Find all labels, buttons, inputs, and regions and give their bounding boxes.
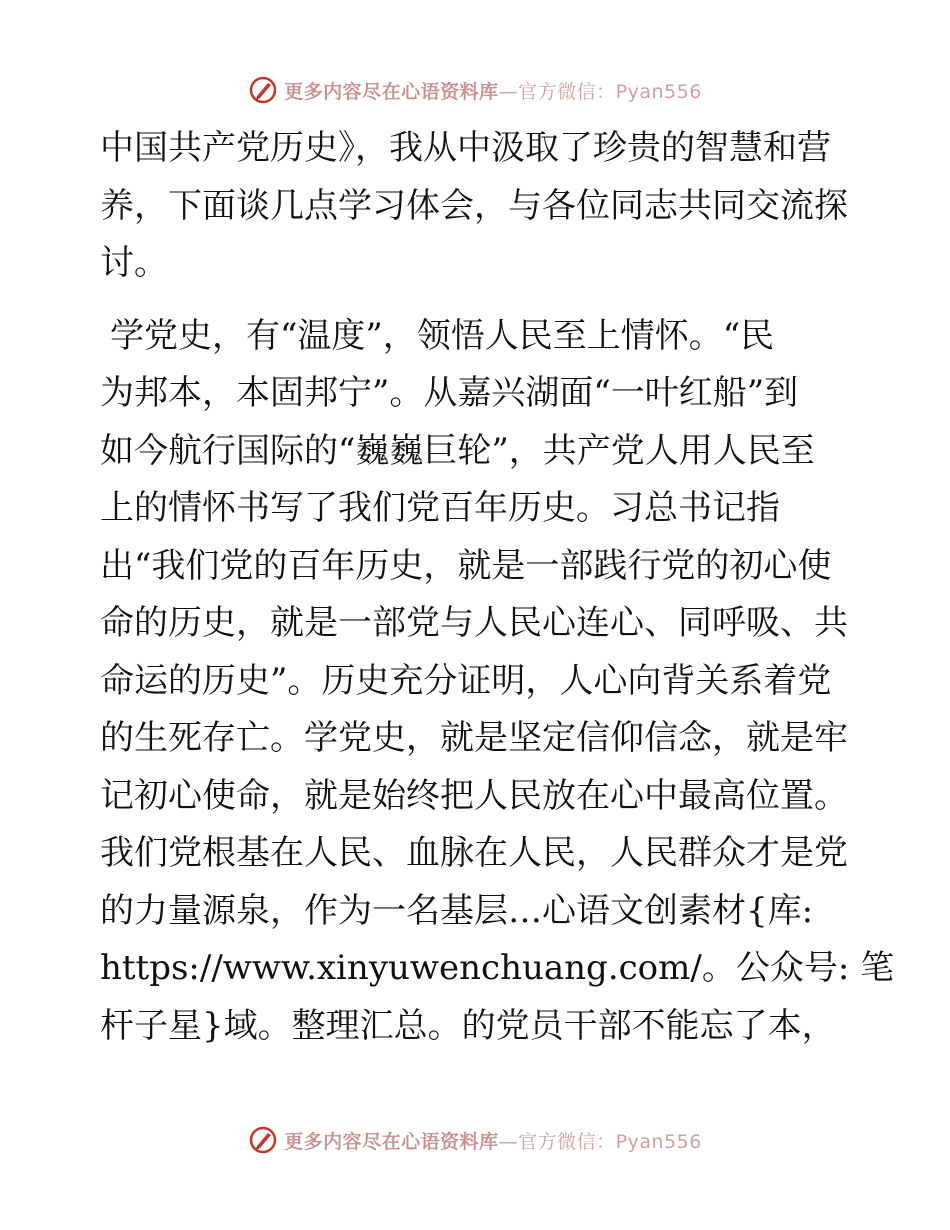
- text-line: 的力量源泉，作为一名基层…心语文创素材{库:: [100, 890, 814, 931]
- text-line: 养，下面谈几点学习体会，与各位同志共同交流探: [100, 185, 848, 226]
- header-banner: [0, 70, 950, 110]
- text-line: 学党史，有“温度”，领悟人民至上情怀。“民: [110, 315, 775, 356]
- paragraph-2: [100, 308, 895, 1056]
- pen-circle-logo-icon: [248, 75, 278, 105]
- text-line: 中国共产党历史》，我从中汲取了珍贵的智慧和营: [100, 128, 831, 168]
- text-line: 杆子星}域。整理汇总。的党员干部不能忘了本，: [100, 1005, 836, 1046]
- text-line: 讨。: [100, 243, 168, 283]
- text-line: 命运的历史”。历史充分证明，人心向背关系着党: [100, 660, 832, 701]
- footer-banner-text: 更多内容尽在心语资料库—官方微信：Pyan556: [284, 1130, 702, 1153]
- text-line: 的生死存亡。学党史，就是坚定信仰信念，就是牢: [100, 718, 848, 758]
- text-line: 我们党根基在人民、血脉在人民，人民群众才是党: [100, 833, 848, 873]
- header-banner-text: 更多内容尽在心语资料库—官方微信：Pyan556: [284, 80, 702, 103]
- document-body: [100, 120, 895, 1055]
- text-line: 记初心使命，就是始终把人民放在心中最高位置。: [100, 775, 848, 816]
- text-line: https://www.xinyuwenchuang.com/。公众号: 笔: [100, 948, 895, 988]
- footer-banner: [0, 1120, 950, 1160]
- pen-circle-logo-icon: [248, 1125, 278, 1155]
- text-line: 上的情怀书写了我们党百年历史。习总书记指: [100, 488, 780, 528]
- text-line: 如今航行国际的“巍巍巨轮”，共产党人用人民至: [100, 430, 815, 471]
- text-line: 为邦本，本固邦宁”。从嘉兴湖面“一叶红船”到: [100, 373, 799, 413]
- text-line: 命的历史，就是一部党与人民心连心、同呼吸、共: [100, 603, 848, 643]
- paragraph-1: [100, 120, 860, 293]
- text-line: 出“我们党的百年历史，就是一部践行党的初心使: [100, 545, 832, 586]
